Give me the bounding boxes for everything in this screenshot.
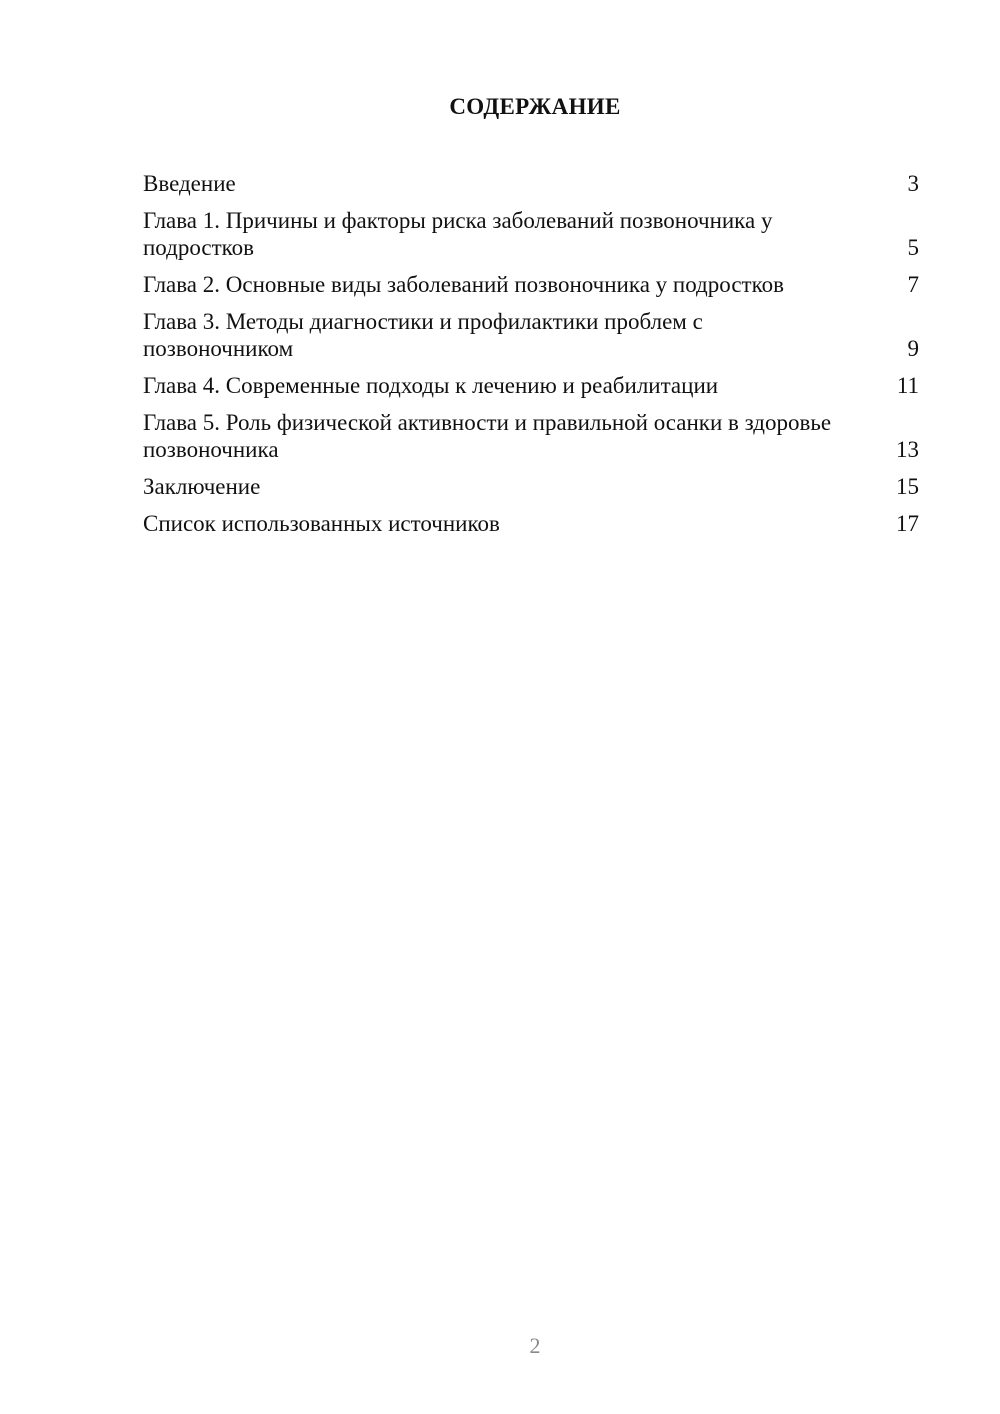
table-of-contents [143,170,919,547]
toc-entry-title: Глава 5. Роль физической активности и правильной осанки в здоровье позвоночника [143,410,832,462]
toc-entry-page: 11 [896,373,919,398]
toc-entry-title: Глава 4. Современные подходы к лечению и реабилитации [143,373,719,398]
toc-entry-page: 3 [907,171,919,196]
toc-entry-page: 7 [907,272,919,297]
toc-entry-page: 5 [907,235,919,260]
toc-entry-title: Глава 1. Причины и факторы риска заболеваний позвоночника у подростков [143,208,773,260]
toc-entry [143,510,919,537]
toc-entry [143,271,919,298]
toc-entry-title: Список использованных источников [143,511,500,536]
toc-entry [143,473,919,500]
toc-entry [143,207,919,261]
toc-entry-title: Заключение [143,474,261,499]
toc-entry [143,170,919,197]
toc-entry-page: 9 [907,336,919,361]
toc-entry-page: 13 [896,437,919,462]
toc-entry-page: 15 [896,474,919,499]
page-title: СОДЕРЖАНИЕ [449,94,621,119]
toc-entry-title: Глава 3. Методы диагностики и профилактики проблем с позвоночником [143,309,703,361]
toc-entry-page: 17 [896,511,919,536]
toc-entry [143,308,919,362]
page-number: 2 [529,1333,541,1358]
toc-entry [143,409,919,463]
toc-entry [143,372,919,399]
toc-entry-title: Глава 2. Основные виды заболеваний позвоночника у подростков [143,272,784,297]
toc-entry-title: Введение [143,171,236,196]
